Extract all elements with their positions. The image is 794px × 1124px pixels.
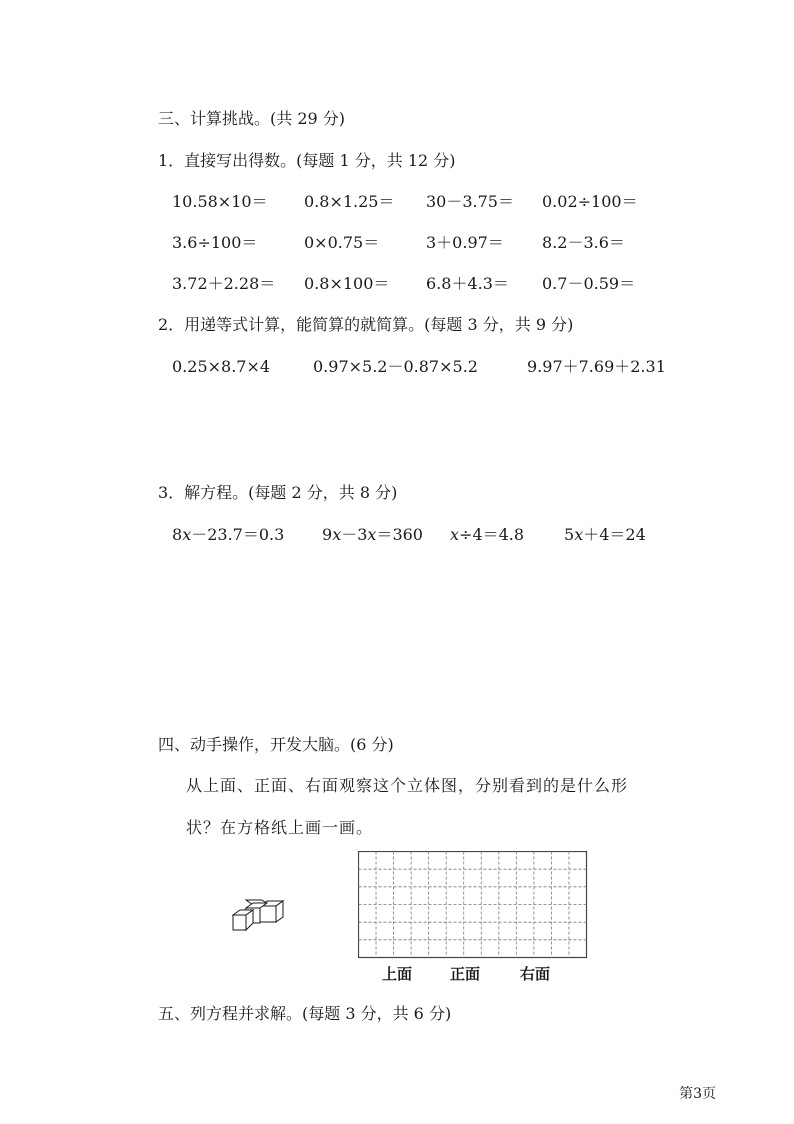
grid-paper-svg [358,851,588,959]
q1-item: 3.72＋2.28＝ [172,274,276,293]
q3-items [172,524,646,546]
q1-item: 0.8×1.25＝ [304,192,395,211]
q2-item: 9.97＋7.69＋2.31 [527,357,666,376]
q1-item: 30－3.75＝ [426,192,514,211]
q1-row-1 [172,191,638,213]
grid-label-top: 上面 [382,965,413,983]
q1-row-2 [172,232,625,254]
q1-item: 3.6÷100＝ [172,233,258,252]
grid-paper[interactable] [358,851,588,963]
grid-label-front: 正面 [450,965,481,983]
q3-equation: 8x－23.7＝0.3 [172,525,285,544]
section3-title: 三、计算挑战。(共 29 分) [158,109,346,128]
section4-text-line-2: 状？在方格纸上画一画。 [186,818,374,837]
q2-items [172,356,666,378]
q1-title: 1．直接写出得数。(每题 1 分，共 12 分) [158,151,456,170]
q1-item: 0.8×100＝ [304,274,390,293]
q1-item: 0.7－0.59＝ [542,274,636,293]
q1-item: 8.2－3.6＝ [542,233,625,252]
q1-row-3 [172,273,635,295]
q1-item: 0×0.75＝ [304,233,380,252]
grid-label-right: 右面 [520,965,551,983]
page-number: 第3页 [679,1086,716,1102]
q3-equation: x÷4＝4.8 [450,525,525,544]
q1-item: 0.02÷100＝ [542,192,638,211]
q3-title: 3．解方程。(每题 2 分，共 8 分) [158,483,398,502]
section4-title: 四、动手操作，开发大脑。(6 分) [158,735,394,754]
q1-item: 6.8＋4.3＝ [426,274,509,293]
q2-item: 0.25×8.7×4 [172,357,271,376]
q2-title: 2．用递等式计算，能简算的就简算。(每题 3 分，共 9 分) [158,315,574,334]
cube-figure [232,897,288,937]
q3-equation: 5x＋4＝24 [564,525,646,544]
grid-labels [358,963,588,985]
q3-equation: 9x－3x＝360 [322,525,423,544]
q2-item: 0.97×5.2－0.87×5.2 [313,357,478,376]
q1-item: 10.58×10＝ [172,192,268,211]
section5-title: 五、列方程并求解。(每题 3 分，共 6 分) [158,1004,452,1023]
section4-text-line-1: 从上面、正面、右面观察这个立体图，分别看到的是什么形 [186,776,629,795]
q1-item: 3＋0.97＝ [426,233,504,252]
